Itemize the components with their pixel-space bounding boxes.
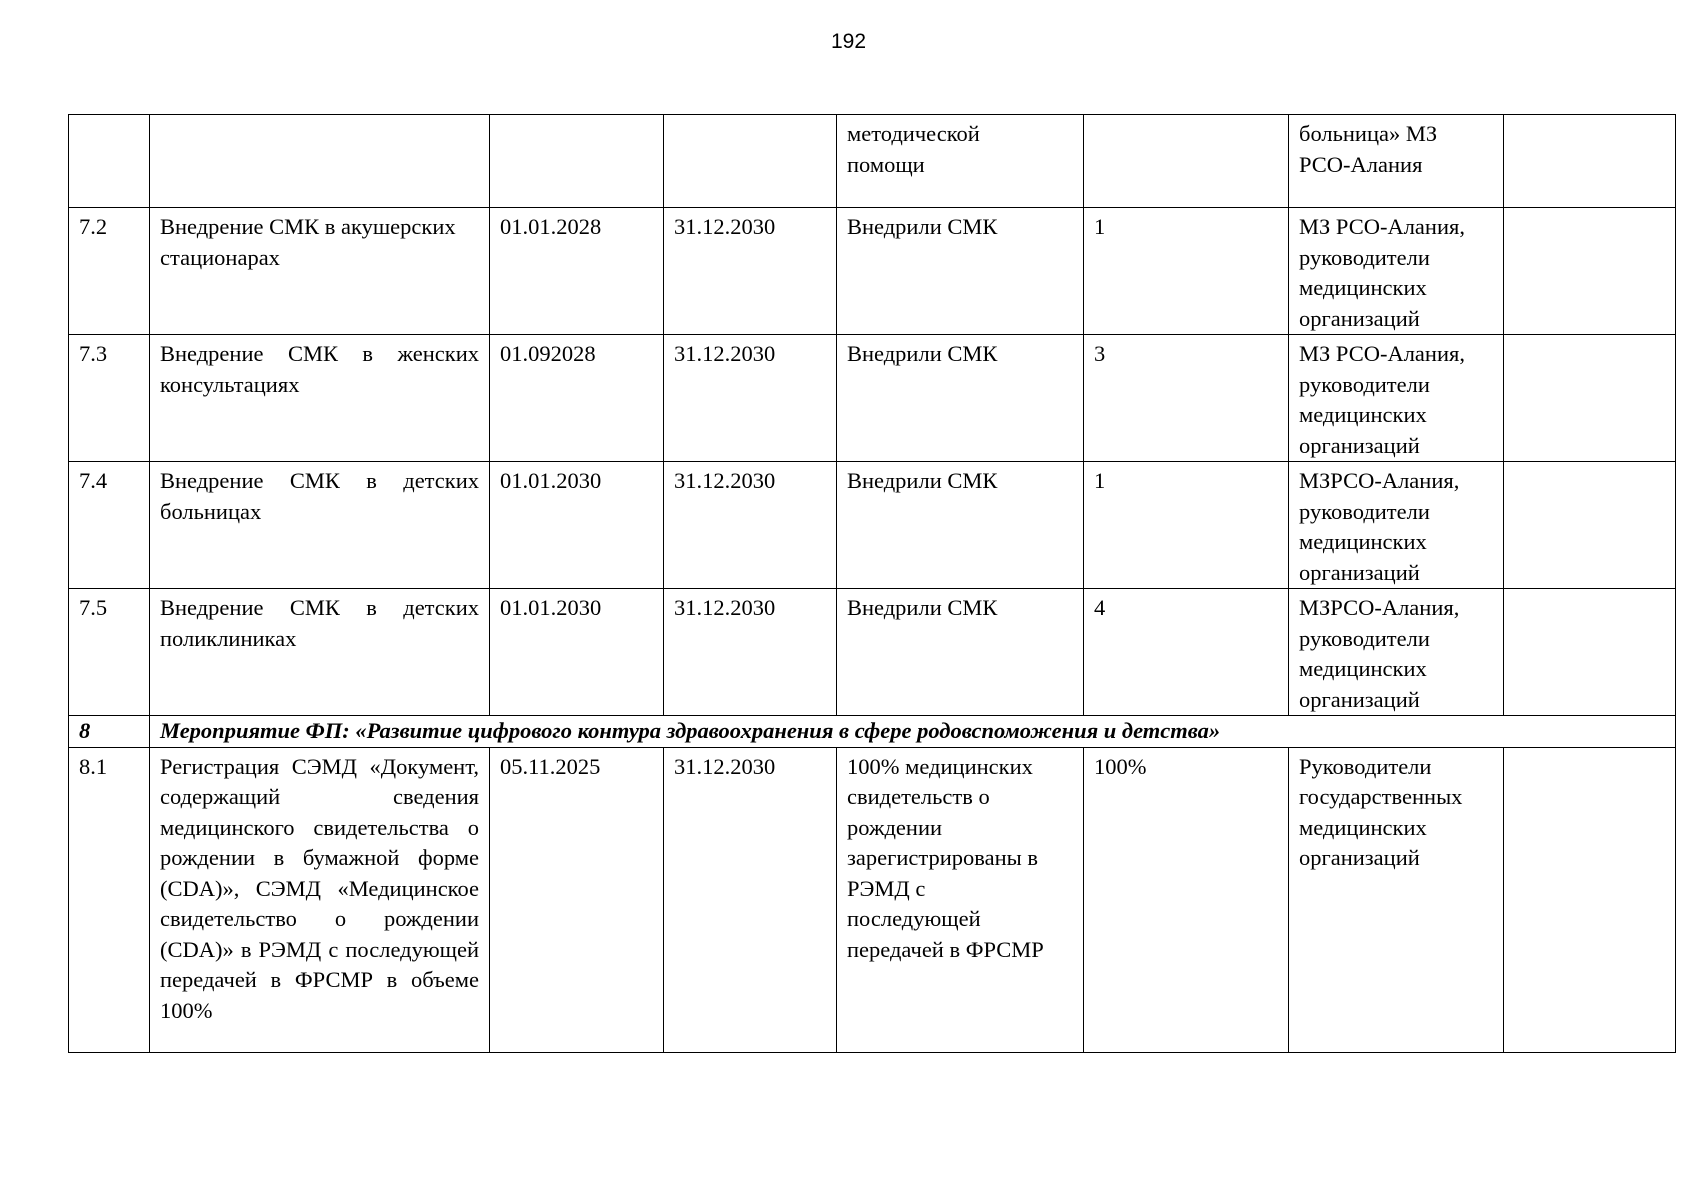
cell-end-date: 31.12.2030 xyxy=(664,462,837,589)
table-row xyxy=(69,589,1676,716)
cell-extra xyxy=(1504,208,1676,335)
cell-end-date: 31.12.2030 xyxy=(664,208,837,335)
cell-end-date xyxy=(664,115,837,208)
cell-end-date: 31.12.2030 xyxy=(664,335,837,462)
cell-result: методической помощи xyxy=(837,115,1084,208)
cell-activity-name: Регистрация СЭМД «Документ, содержащий сведения медицинского свидетельства о рождении в бумажной форме (CDA)», СЭМД «Медицинское свидетельство о рождении (CDA)» в РЭМД с последующей передачей в ФРСМР в объеме 100% xyxy=(150,747,490,1052)
cell-responsible: МЗ РСО-Алания, руководители медицинских организаций xyxy=(1289,335,1504,462)
cell-extra xyxy=(1504,462,1676,589)
cell-result: Внедрили СМК xyxy=(837,589,1084,716)
table-row xyxy=(69,115,1676,208)
cell-responsible: больница» МЗ РСО-Алания xyxy=(1289,115,1504,208)
cell-end-date: 31.12.2030 xyxy=(664,589,837,716)
cell-value: 4 xyxy=(1084,589,1289,716)
cell-activity-name: Внедрение СМК в детских поликлиниках xyxy=(150,589,490,716)
cell-extra xyxy=(1504,747,1676,1052)
cell-start-date: 01.01.2030 xyxy=(490,462,664,589)
cell-activity-name: Внедрение СМК в женских консультациях xyxy=(150,335,490,462)
cell-number xyxy=(69,115,150,208)
cell-start-date: 01.01.2028 xyxy=(490,208,664,335)
cell-number: 8.1 xyxy=(69,747,150,1052)
cell-result: 100% медицинских свидетельств о рождении зарегистрированы в РЭМД с последующей передачей в ФРСМР xyxy=(837,747,1084,1052)
section-number: 8 xyxy=(69,716,150,748)
cell-start-date: 05.11.2025 xyxy=(490,747,664,1052)
table-row xyxy=(69,208,1676,335)
cell-result: Внедрили СМК xyxy=(837,462,1084,589)
section-title: Мероприятие ФП: «Развитие цифрового контура здравоохранения в сфере родовспоможения и детства» xyxy=(150,716,1676,748)
activities-table xyxy=(68,114,1676,1053)
table-row xyxy=(69,335,1676,462)
cell-number: 7.3 xyxy=(69,335,150,462)
cell-responsible: Руководители государственных медицинских организаций xyxy=(1289,747,1504,1052)
cell-value xyxy=(1084,115,1289,208)
cell-value: 3 xyxy=(1084,335,1289,462)
cell-value: 1 xyxy=(1084,208,1289,335)
cell-result: Внедрили СМК xyxy=(837,335,1084,462)
cell-responsible: МЗРСО-Алания, руководители медицинских организаций xyxy=(1289,589,1504,716)
cell-responsible: МЗ РСО-Алания, руководители медицинских организаций xyxy=(1289,208,1504,335)
section-row xyxy=(69,716,1676,748)
cell-start-date: 01.01.2030 xyxy=(490,589,664,716)
cell-extra xyxy=(1504,115,1676,208)
cell-result: Внедрили СМК xyxy=(837,208,1084,335)
cell-start-date xyxy=(490,115,664,208)
cell-responsible: МЗРСО-Алания, руководители медицинских организаций xyxy=(1289,462,1504,589)
cell-activity-name xyxy=(150,115,490,208)
cell-number: 7.2 xyxy=(69,208,150,335)
cell-number: 7.4 xyxy=(69,462,150,589)
cell-activity-name: Внедрение СМК в детских больницах xyxy=(150,462,490,589)
cell-number: 7.5 xyxy=(69,589,150,716)
table-row xyxy=(69,747,1676,1052)
page-number: 192 xyxy=(830,30,867,53)
cell-extra xyxy=(1504,335,1676,462)
cell-extra xyxy=(1504,589,1676,716)
cell-end-date: 31.12.2030 xyxy=(664,747,837,1052)
cell-value: 100% xyxy=(1084,747,1289,1052)
table-row xyxy=(69,462,1676,589)
cell-activity-name: Внедрение СМК в акушерских стационарах xyxy=(150,208,490,335)
cell-start-date: 01.092028 xyxy=(490,335,664,462)
cell-value: 1 xyxy=(1084,462,1289,589)
